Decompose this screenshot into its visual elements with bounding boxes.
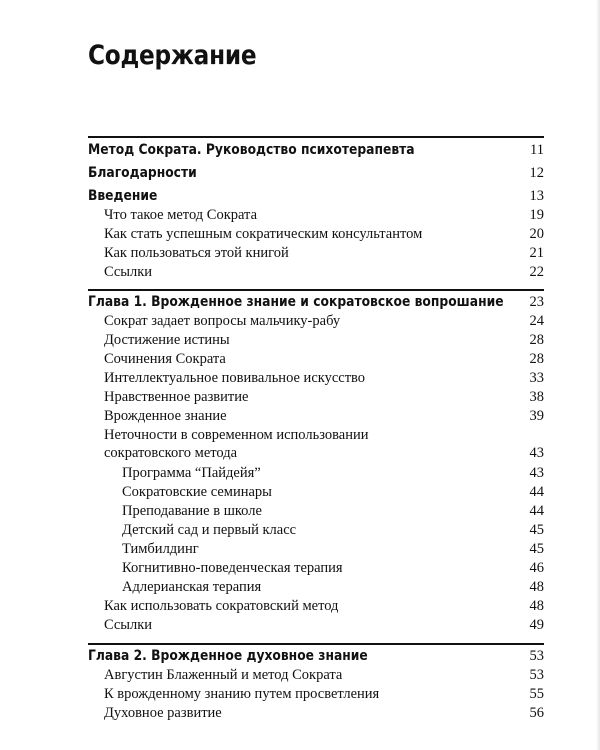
toc-entry-page: 48 [529, 598, 544, 614]
toc-entry-label: Когнитивно-поведенческая терапия [122, 560, 343, 576]
toc-entry-label: К врожденному знанию путем просветления [104, 686, 380, 702]
toc-entry-page: 11 [530, 142, 544, 158]
toc-entry-page: 49 [529, 617, 544, 633]
toc-entry[interactable] [0, 263, 600, 285]
toc-entry-page: 39 [529, 408, 544, 424]
toc-entry-page: 45 [529, 541, 544, 557]
toc-entry-label: Врожденное знание [104, 408, 227, 424]
toc-entry-label: Сочинения Сократа [104, 351, 226, 367]
toc-entry-page: 19 [529, 207, 544, 223]
toc-entry-label: Как стать успешным сократическим консультантом [104, 226, 423, 242]
toc-entry-label: Достижение истины [104, 332, 230, 348]
toc-entry-label: Детский сад и первый класс [122, 522, 297, 538]
section-divider [88, 136, 544, 138]
toc-entry-label: Как пользоваться этой книгой [104, 245, 289, 261]
toc-entry-label: Метод Сократа. Руководство психотерапевта [88, 142, 415, 158]
toc-entry-label: Сократовские семинары [122, 484, 272, 500]
toc-entry-page: 53 [529, 667, 544, 683]
toc-entry-label: Сократ задает вопросы мальчику-рабу [104, 313, 341, 329]
toc-entry-page: 46 [529, 560, 544, 576]
toc-entry-method[interactable] [0, 141, 600, 163]
toc-entry-page: 43 [529, 465, 544, 481]
toc-entry-multiline[interactable] [0, 426, 600, 466]
toc-entry-page: 56 [529, 705, 544, 721]
toc-entry-acknowledgements[interactable] [0, 164, 600, 186]
toc-entry-page: 28 [529, 332, 544, 348]
toc-entry-page: 48 [529, 579, 544, 595]
toc-entry-label: Августин Блаженный и метод Сократа [104, 667, 343, 683]
toc-entry-label: Как использовать сократовский метод [104, 598, 339, 614]
toc-entry-label: Адлерианская терапия [122, 579, 262, 595]
toc-entry-page: 53 [529, 648, 544, 664]
toc-entry-page: 43 [529, 445, 544, 461]
toc-entry-page: 22 [529, 264, 544, 280]
toc-entry-label: Глава 2. Врожденное духовное знание [88, 648, 368, 664]
toc-entry[interactable] [0, 704, 600, 726]
toc-entry-page: 20 [529, 226, 544, 242]
toc-entry-page: 13 [529, 188, 544, 204]
toc-entry-label: Интеллектуальное повивальное искусство [104, 370, 366, 386]
toc-entry-label: Программа “Пайдейя” [122, 465, 261, 481]
toc-entry-page: 12 [529, 165, 544, 181]
section-divider [88, 643, 544, 645]
toc-entry-label: Что такое метод Сократа [104, 207, 258, 223]
toc-entry-page: 38 [529, 389, 544, 405]
toc-entry-label: Ссылки [104, 617, 153, 633]
toc-entry-label: Духовное развитие [104, 705, 222, 721]
toc-entry-label-continued: сократовского метода [104, 445, 238, 461]
toc-entry-label: Тимбилдинг [122, 541, 199, 557]
toc-entry-label: Ссылки [104, 264, 153, 280]
toc-entry-page: 33 [529, 370, 544, 386]
toc-entry-page: 45 [529, 522, 544, 538]
toc-entry-page: 55 [529, 686, 544, 702]
toc-entry-page: 28 [529, 351, 544, 367]
toc-entry-label: Нравственное развитие [104, 389, 249, 405]
section-divider [88, 289, 544, 291]
toc-entry-page: 21 [529, 245, 544, 261]
toc-entry-label: Глава 1. Врожденное знание и сократовское вопрошание [88, 294, 504, 310]
toc-entry-label: Неточности в современном использовании [104, 427, 369, 443]
page-title: Содержание [88, 40, 257, 71]
toc-entry-label: Введение [88, 188, 158, 204]
toc-entry-page: 24 [529, 313, 544, 329]
toc-entry[interactable] [0, 616, 600, 638]
toc-entry-page: 23 [529, 294, 544, 310]
toc-entry-page: 44 [529, 503, 544, 519]
toc-entry-label: Преподавание в школе [122, 503, 262, 519]
toc-entry-label: Благодарности [88, 165, 197, 181]
toc-entry-page: 44 [529, 484, 544, 500]
